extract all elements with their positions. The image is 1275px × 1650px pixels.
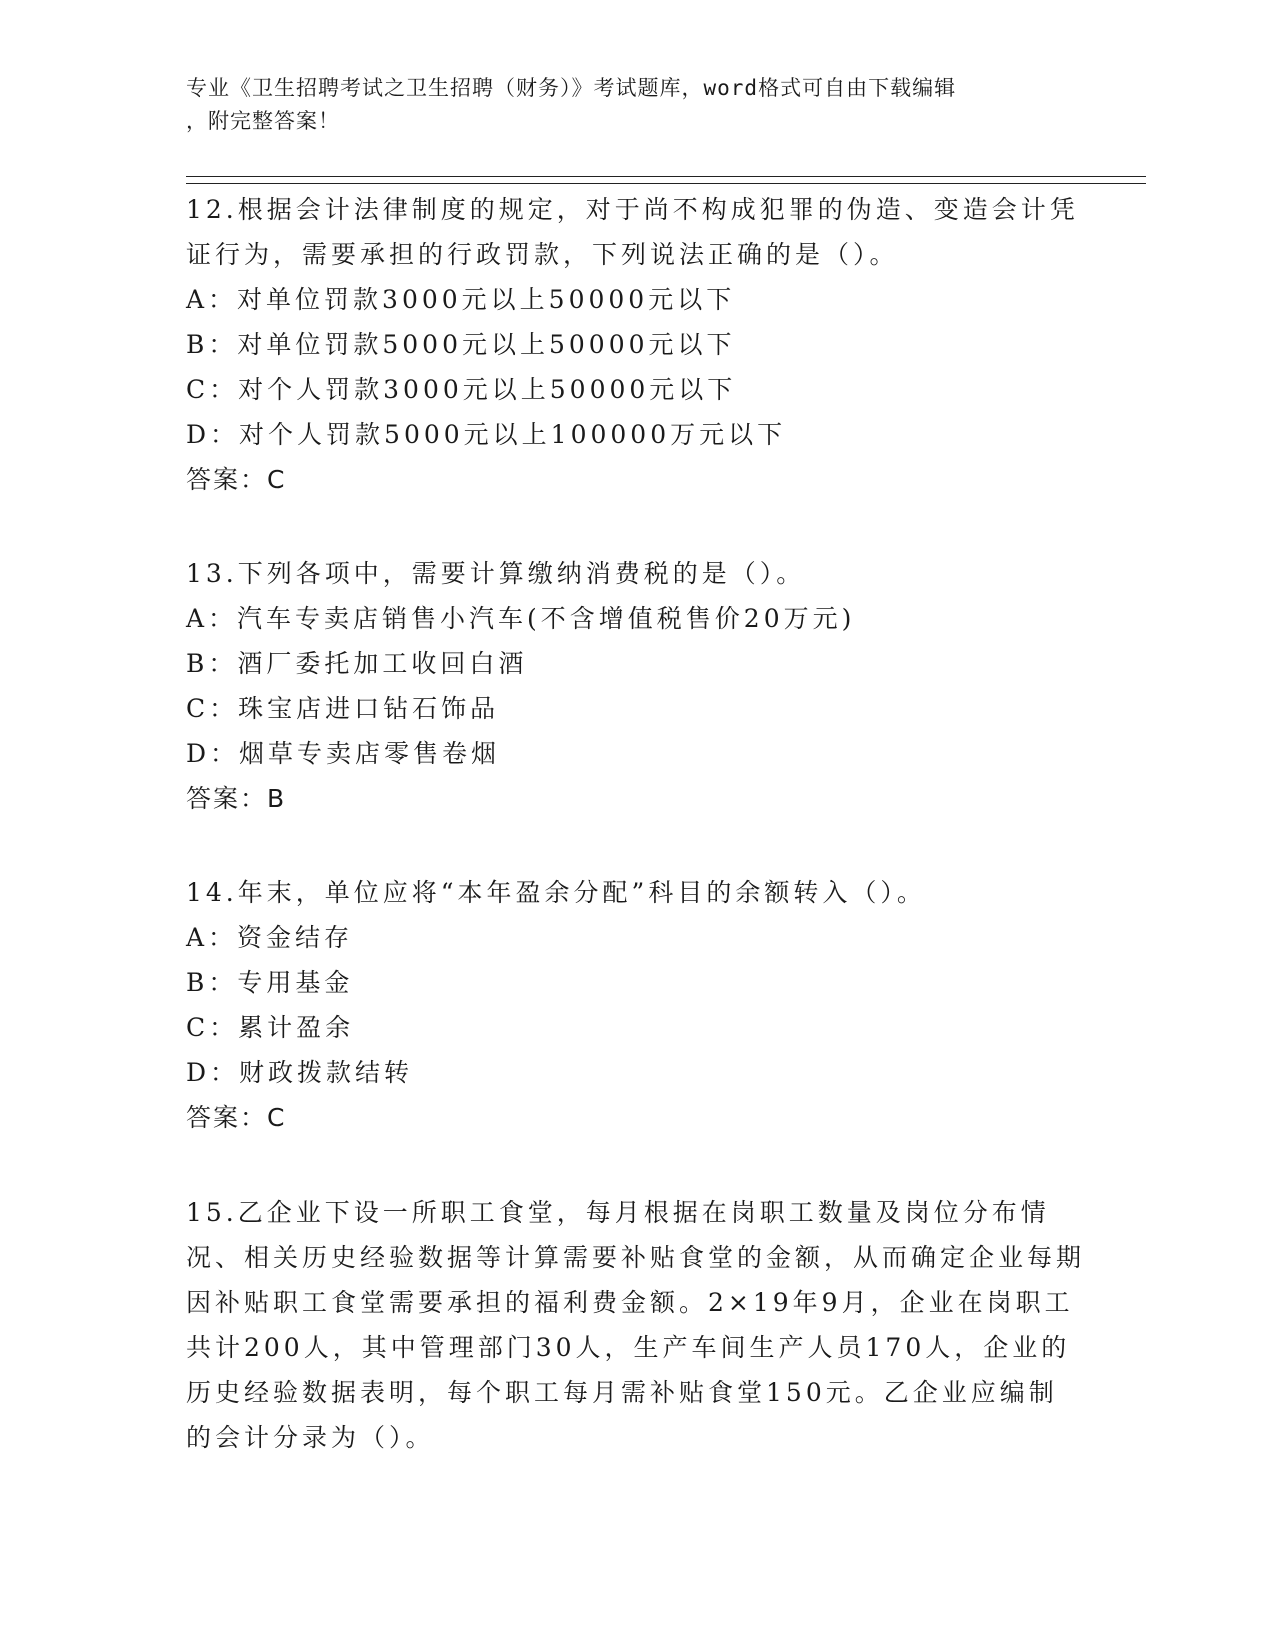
option-list xyxy=(186,596,1086,776)
question-14 xyxy=(186,870,1086,1140)
question-stem: 15.乙企业下设一所职工食堂，每月根据在岗职工数量及岗位分布情况、相关历史经验数据等计算需要补贴食堂的金额，从而确定企业每期因补贴职工食堂需要承担的福利费金额。2×19年9月，企业在岗职工共计200人，其中管理部门30人，生产车间生产人员170人，企业的历史经验数据表明，每个职工每月需补贴食堂150元。乙企业应编制的会计分录为（）。 xyxy=(186,1198,1086,1452)
option-c: C：累计盈余 xyxy=(186,1013,355,1042)
option-a: A：对单位罚款3000元以上50000元以下 xyxy=(186,285,736,314)
option-a: A：资金结存 xyxy=(186,923,354,952)
question-stem: 12.根据会计法律制度的规定，对于尚不构成犯罪的伪造、变造会计凭证行为，需要承担的行政罚款，下列说法正确的是（）。 xyxy=(186,195,1079,269)
question-15 xyxy=(186,1190,1086,1460)
question-13 xyxy=(186,551,1086,821)
option-d: D：对个人罚款5000元以上100000万元以下 xyxy=(186,420,787,449)
option-a: A：汽车专卖店销售小汽车(不含增值税售价20万元) xyxy=(186,604,856,633)
answer-line: 答案：C xyxy=(186,465,287,494)
option-b: B：对单位罚款5000元以上50000元以下 xyxy=(186,330,736,359)
answer-line: 答案：C xyxy=(186,1103,287,1132)
answer-line: 答案：B xyxy=(186,784,287,813)
question-stem: 13.下列各项中，需要计算缴纳消费税的是（）。 xyxy=(186,559,806,588)
header-divider-bottom xyxy=(186,183,1146,184)
header-divider-top xyxy=(186,176,1146,177)
option-d: D：烟草专卖店零售卷烟 xyxy=(186,739,501,768)
option-list xyxy=(186,915,1086,1095)
option-b: B：专用基金 xyxy=(186,968,354,997)
option-d: D：财政拨款结转 xyxy=(186,1058,414,1087)
option-c: C：珠宝店进口钻石饰品 xyxy=(186,694,500,723)
option-c: C：对个人罚款3000元以上50000元以下 xyxy=(186,375,737,404)
question-12 xyxy=(186,187,1086,502)
document-header: 专业《卫生招聘考试之卫生招聘（财务）》考试题库，word格式可自由下载编辑 ，附完整答案！ xyxy=(186,76,957,133)
option-list xyxy=(186,277,1086,457)
option-b: B：酒厂委托加工收回白酒 xyxy=(186,649,528,678)
question-stem: 14.年末，单位应将“本年盈余分配”科目的余额转入（）。 xyxy=(186,878,926,907)
